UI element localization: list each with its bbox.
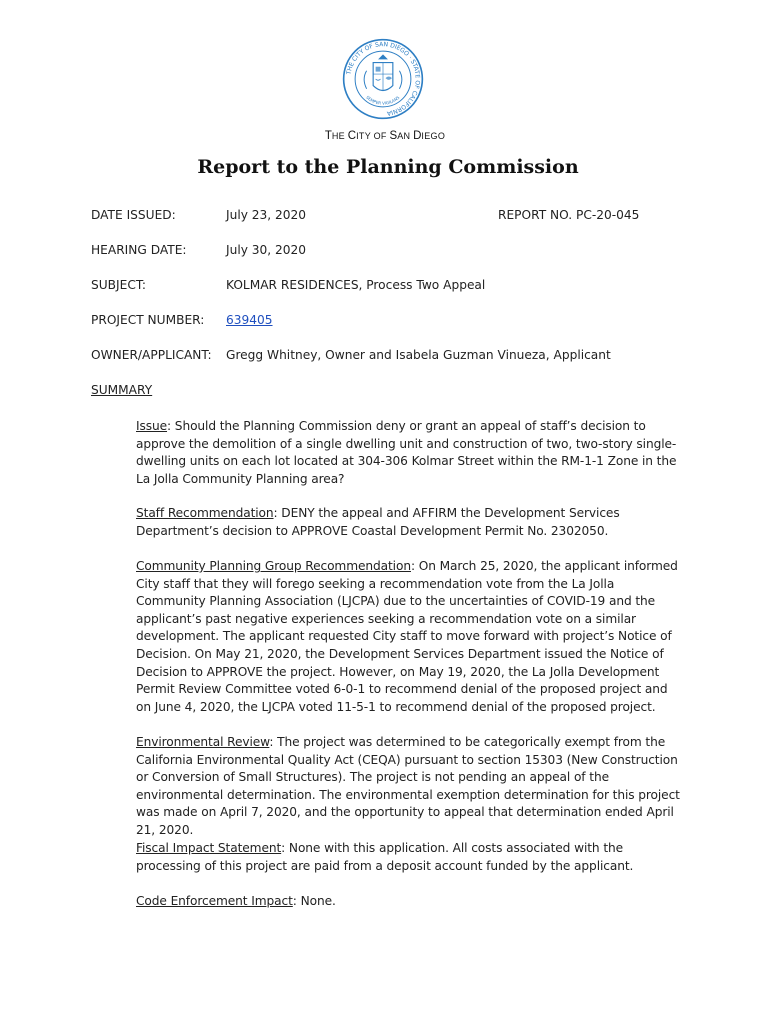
owner-applicant-value: Gregg Whitney, Owner and Isabela Guzman Vinueza, Applicant [226, 348, 611, 362]
staff-recommendation-text: : DENY the appeal and AFFIRM the Development Services Department’s decision to APPROVE Coastal Development Permit No. 2302050. [136, 506, 620, 538]
svg-text:THE CITY OF SAN DIEGO · STATE: THE CITY OF SAN DIEGO · STATE OF CALIFORNIA [345, 41, 421, 117]
subject-label: SUBJECT: [91, 278, 147, 292]
issue-text: : Should the Planning Commission deny or grant an appeal of staff’s decision to approve the demolition of a single dwelling unit and construction of two, two-story single-dwelling units on each lot located at 304-306 Kolmar Street within the RM-1-1 Zone in the La Jolla Community Planning area? [136, 419, 677, 486]
staff-recommendation-paragraph [136, 505, 684, 540]
environmental-review-text: : The project was determined to be categorically exempt from the California Environmental Quality Act (CEQA) pursuant to section 15303 (New Construction or Conversion of Small Structures). The project is not pending an appeal of the environmental determination. The environmental exemption determination for this project was made on April 7, 2020, and the opportunity to appeal that determination ended April 21, 2020. [136, 735, 680, 837]
fiscal-impact-text: : None with this application. All costs associated with the processing of this project are paid from a deposit account funded by the applicant. [136, 841, 634, 873]
report-number: REPORT NO. PC-20-045 [498, 208, 640, 222]
project-number-link[interactable]: 639405 [226, 313, 273, 327]
city-seal-logo [342, 38, 424, 120]
svg-text:SEMPER VIGILANS: SEMPER VIGILANS [365, 94, 401, 106]
owner-applicant-label: OWNER/APPLICANT: [91, 348, 212, 362]
fiscal-impact-paragraph [136, 840, 684, 875]
report-title: Report to the Planning Commission [197, 156, 579, 178]
hearing-date-label: HEARING DATE: [91, 243, 187, 257]
date-issued-value: July 23, 2020 [226, 208, 307, 222]
issue-label: Issue [136, 419, 168, 433]
hearing-date-value: July 30, 2020 [226, 243, 307, 257]
staff-recommendation-label: Staff Recommendation [136, 506, 274, 520]
code-enforcement-label: Code Enforcement Impact [136, 894, 293, 908]
issue-paragraph [136, 418, 684, 488]
fiscal-impact-label: Fiscal Impact Statement [136, 841, 282, 855]
environmental-review-label: Environmental Review [136, 735, 270, 749]
community-planning-text: : On March 25, 2020, the applicant informed City staff that they will forego seeking a recommendation vote from the La Jolla Community Planning Association (LJCPA) due to the uncertainties of COVID-19 and the applicant’s past negative experiences seeking a recommendation vote on a similar development. The applicant requested City staff to move forward with project’s Notice of Decision. On May 21, 2020, the Development Services Department issued the Notice of Decision to APPROVE the project. However, on May 19, 2020, the La Jolla Development Permit Review Committee voted 6-0-1 to recommend denial of the proposed project and on June 4, 2020, the LJCPA voted 11-5-1 to recommend denial of the proposed project. [136, 559, 678, 714]
community-planning-paragraph [136, 558, 684, 716]
code-enforcement-text: : None. [292, 894, 336, 908]
summary-heading: SUMMARY [91, 383, 153, 397]
city-name-heading: THE CITY OF SAN DIEGO [324, 130, 446, 142]
subject-value: KOLMAR RESIDENCES, Process Two Appeal [226, 278, 486, 292]
code-enforcement-paragraph [136, 893, 684, 911]
community-planning-label: Community Planning Group Recommendation [136, 559, 411, 573]
date-issued-label: DATE ISSUED: [91, 208, 176, 222]
environmental-review-paragraph [136, 734, 684, 840]
project-number-label: PROJECT NUMBER: [91, 313, 205, 327]
